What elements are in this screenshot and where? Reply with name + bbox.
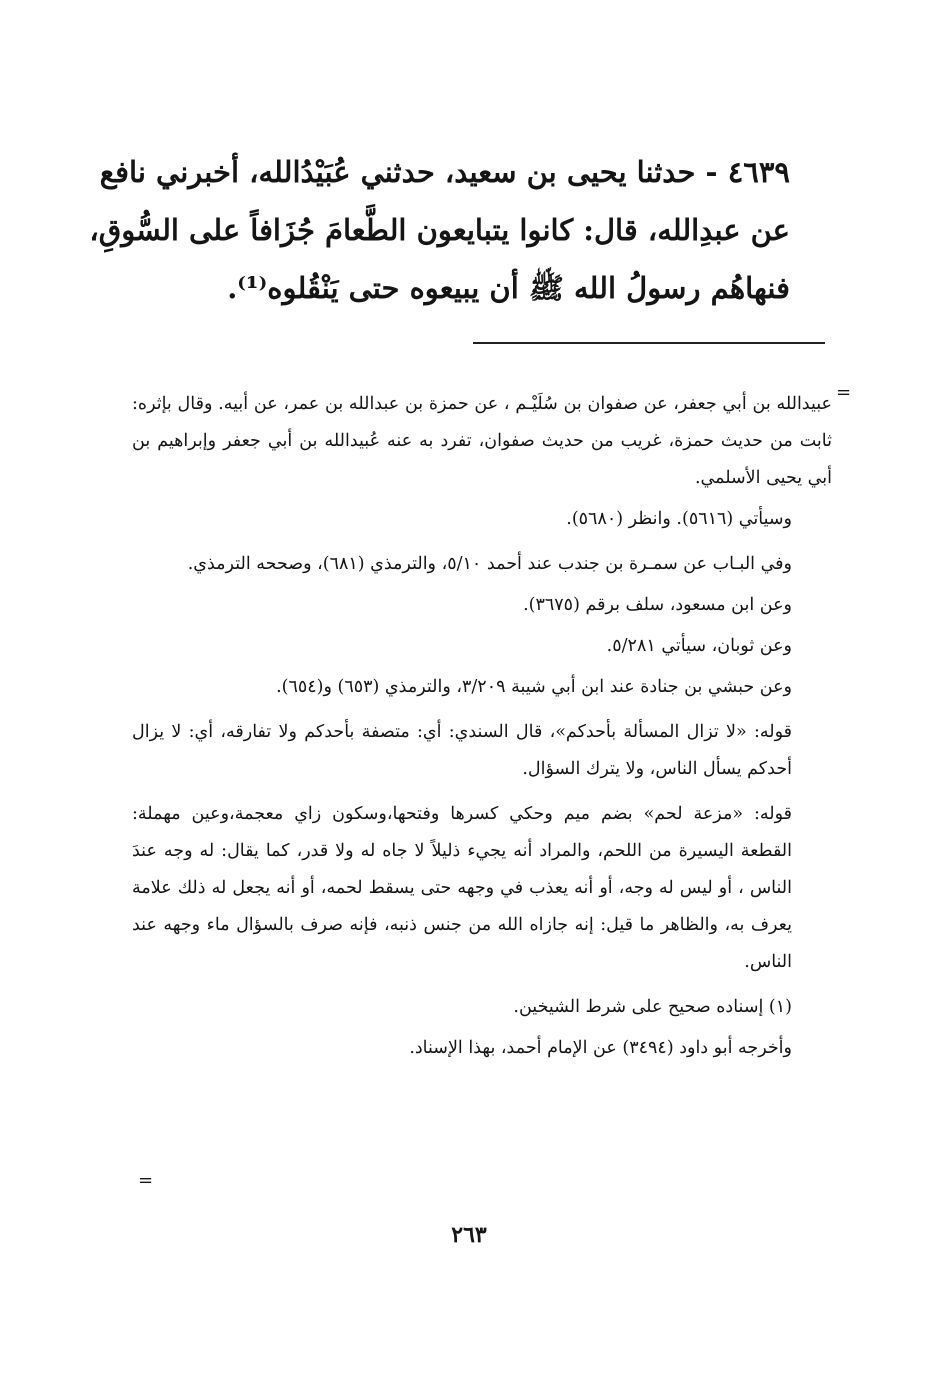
page-number: ٢٦٣ [451, 1222, 487, 1248]
footnote-paragraph: وسيأتي (٥٦١٦). وانظر (٥٦٨٠). [566, 509, 792, 529]
footnote-paragraph: وعن حبشي بن جنادة عند ابن أبي شيبة ٣/٢٠٩، والترمذي (٦٥٣) و(٦٥٤). [276, 677, 792, 697]
footnote-paragraph: وأخرجه أبو داود (٣٤٩٤) عن الإمام أحمد، بهذا الإسناد. [409, 1038, 792, 1058]
footnote-divider [473, 342, 825, 344]
footnote-paragraph: قوله: «لا تزال المسألة بأحدكم»، قال السندي: أي: متصفة بأحدكم ولا تفارقه، أي: لا يزال أحدكم يسأل الناس، ولا يترك السؤال. [132, 722, 792, 779]
continuation-mark-bottom: = [138, 1170, 154, 1191]
footnote-paragraph: وعن ثوبان، سيأتي ٥/٢٨١. [606, 636, 792, 656]
continuation-mark-top: = [836, 382, 852, 403]
footnote-paragraph: عبيدالله بن أبي جعفر، عن صفوان بن سُلَيْـم ، عن حمزة بن عبدالله بن عمر، عن أبيه. وقال بإثره: ثابت من حديث حمزة، غريب من حديث صفوان، تفرد به عنه عُبيدالله بن أبي جعفر وإبراهيم بن أبي يحيى الأسلمي. [132, 394, 832, 488]
hadith-line: فنهاهُم رسولُ الله ﷺ أن يبيعوه حتى يَنْقُلوه⁽¹⁾. [227, 271, 790, 305]
hadith-line: ٤٦٣٩ - حدثنا يحيى بن سعيد، حدثني عُبَيْدُالله، أخبرني نافع [99, 155, 790, 189]
footnote-paragraph: وعن ابن مسعود، سلف برقم (٣٦٧٥). [523, 595, 792, 615]
hadith-text [89, 143, 790, 317]
footnotes [132, 378, 832, 1071]
footnote-paragraph: قوله: «مزعة لحم» بضم ميم وحكي كسرها وفتحها،وسكون زاي معجمة،وعين مهملة: القطعة اليسيرة من اللحم، والمراد أنه يجيء ذليلاً لا جاه له ولا قدر، كما يقال: له وجه عندَ الناس ، أو ليس له وجه، أو أنه يعذب في وجهه حتى يسقط لحمه، أو أنه يجعل له ذلك علامة يعرف به، والظاهر ما قيل: إنه جازاه الله من جنس ذنبه، فإنه صرف بالسؤال ماء وجهه عند الناس. [132, 804, 792, 972]
footnote-1: (١) إسناده صحيح على شرط الشيخين. [513, 997, 792, 1017]
hadith-line: عن عبدِالله، قال: كانوا يتبايعون الطَّعامَ جُزَافاً على السُّوقِ، [89, 213, 790, 247]
footnote-paragraph: وفي البـاب عن سمـرة بن جندب عند أحمد ٥/١٠، والترمذي (٦٨١)، وصححه الترمذي. [187, 554, 792, 574]
